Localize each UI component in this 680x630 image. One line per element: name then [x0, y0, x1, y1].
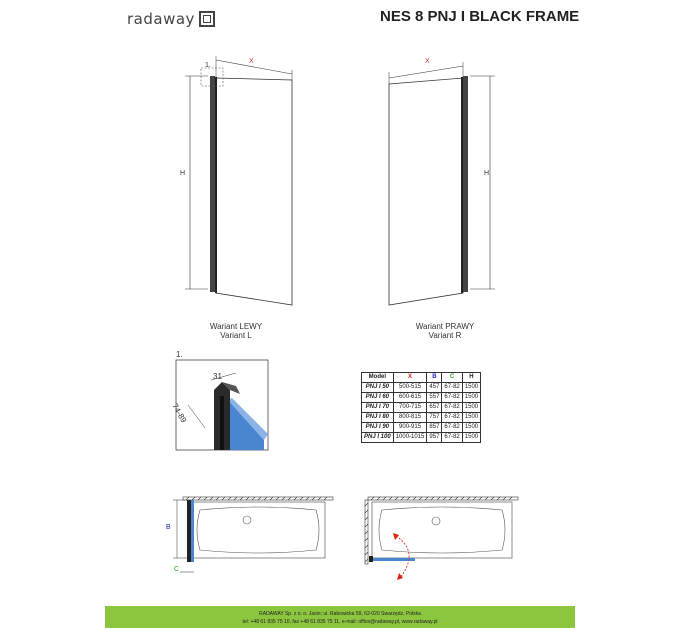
left-dim-x-label: X	[249, 58, 254, 65]
left-variant-english: Variant L	[220, 331, 252, 340]
column-header-c: C	[442, 373, 462, 383]
footer	[0, 606, 680, 630]
footer-contact: tel: +48 61 835 75 10, fax +48 61 835 75 11, e-mail: office@radaway.pl, www.radaway.pl	[242, 619, 438, 625]
cell-model: PNJ I 90	[362, 423, 394, 433]
cell-x: 900-915	[393, 423, 427, 433]
cell-b: 457	[427, 383, 442, 393]
detail-width-label: 31	[213, 372, 222, 381]
cell-b: 857	[427, 423, 442, 433]
cell-c: 67-82	[442, 403, 462, 413]
cell-model: PNJ I 100	[362, 433, 394, 443]
cell-c: 67-82	[442, 393, 462, 403]
right-variant-polish: Wariant PRAWY	[415, 322, 475, 331]
cell-h: 1500	[462, 403, 480, 413]
logo-text: radaway	[127, 10, 195, 28]
column-header-x: X	[393, 373, 427, 383]
cell-h: 1500	[462, 423, 480, 433]
cell-b: 657	[427, 403, 442, 413]
cell-b: 757	[427, 413, 442, 423]
detail-marker: 1.	[176, 350, 183, 359]
cell-x: 800-815	[393, 413, 427, 423]
right-variant-english: Variant R	[428, 331, 462, 340]
right-dim-x-label: X	[425, 58, 430, 65]
cell-b: 957	[427, 433, 442, 443]
cell-h: 1500	[462, 413, 480, 423]
right-dim-h-label: H	[484, 170, 490, 177]
left-detail-marker: 1.	[205, 62, 211, 69]
cell-h: 1500	[462, 383, 480, 393]
plan-dim-c-label: C	[174, 566, 180, 573]
cell-c: 67-82	[442, 433, 462, 443]
plan-dim-b-label: B	[166, 524, 171, 531]
page-title: NES 8 PNJ I BLACK FRAME	[380, 8, 580, 25]
column-header-b: B	[427, 373, 442, 383]
column-header-h: H	[462, 373, 480, 383]
cell-x: 700-715	[393, 403, 427, 413]
cell-model: PNJ I 70	[362, 403, 394, 413]
cell-h: 1500	[462, 433, 480, 443]
cell-c: 67-82	[442, 413, 462, 423]
cell-x: 600-615	[393, 393, 427, 403]
column-header-model: Model	[362, 373, 394, 383]
detail-depth-label: 74-89	[170, 402, 189, 425]
cell-h: 1500	[462, 393, 480, 403]
cell-model: PNJ I 50	[362, 383, 394, 393]
cell-x: 500-515	[393, 383, 427, 393]
cell-model: PNJ I 60	[362, 393, 394, 403]
cell-b: 557	[427, 393, 442, 403]
cell-c: 67-82	[442, 383, 462, 393]
cell-c: 67-82	[442, 423, 462, 433]
cell-model: PNJ I 80	[362, 413, 394, 423]
left-dim-h-label: H	[180, 170, 186, 177]
left-variant-polish: Wariant LEWY	[209, 322, 263, 331]
cell-x: 1000-1015	[393, 433, 427, 443]
footer-address: RADAWAY Sp. z o. o. Jasin; ul. Rabowicka 59, 62-020 Swarzędz, Polska	[259, 611, 421, 617]
